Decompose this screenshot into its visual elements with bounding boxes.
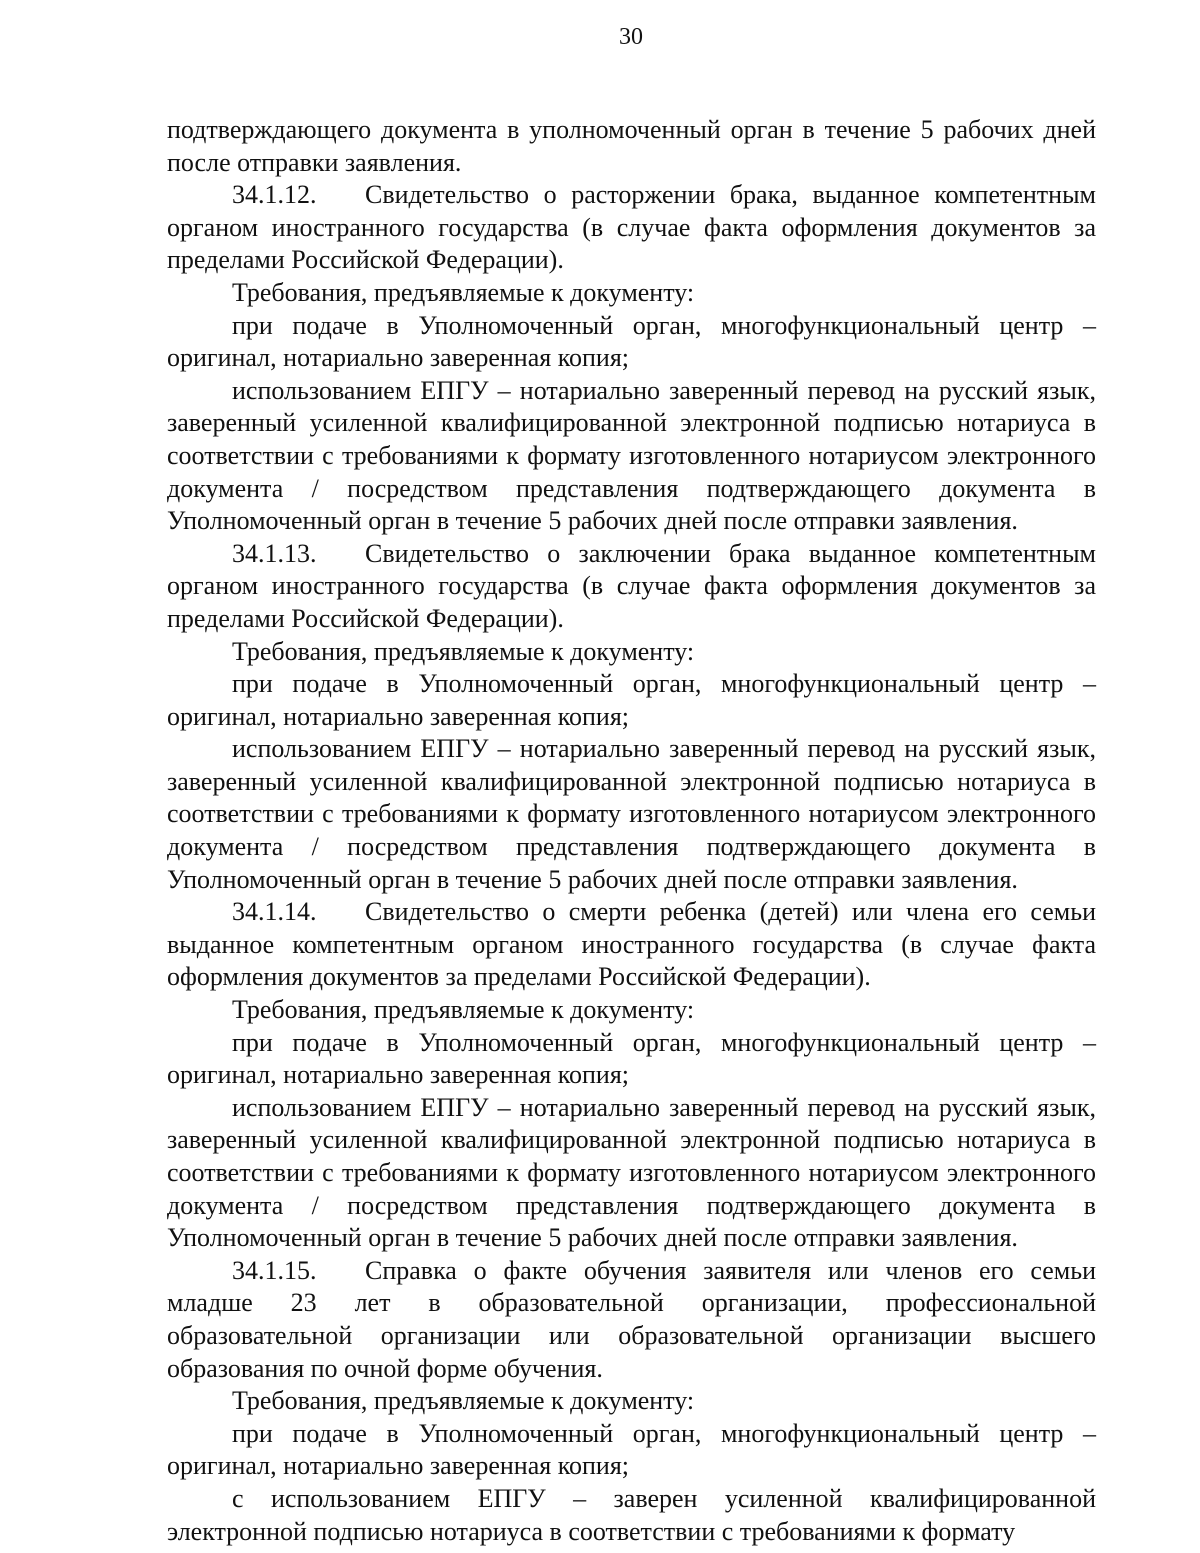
section-number: 34.1.13. — [232, 538, 317, 568]
paragraph-text: при подаче в Уполномоченный орган, многофункциональный центр – оригинал, нотариально заверенная копия; — [167, 1027, 1096, 1090]
section-paragraph — [167, 896, 1096, 994]
section-text: Справка о факте обучения заявителя или членов его семьи младше 23 лет в образовательной организации, профессиональной образовательной организации или образовательной организации высшего образования по очной форме обучения. — [167, 1255, 1096, 1383]
paragraph-text: использованием ЕПГУ – нотариально заверенный перевод на русский язык, заверенный усиленной квалифицированной электронной подписью нотариуса в соответствии с требованиями к формату изготовленного нотариусом электронного документа / посредством представления подтверждающего документа в Уполномоченный орган в течение 5 рабочих дней после отправки заявления. — [167, 734, 1096, 894]
paragraph-text: использованием ЕПГУ – нотариально заверенный перевод на русский язык, заверенный усиленной квалифицированной электронной подписью нотариуса в соответствии с требованиями к формату изготовленного нотариусом электронного документа / посредством представления подтверждающего документа в Уполномоченный орган в течение 5 рабочих дней после отправки заявления. — [167, 375, 1096, 536]
section-number: 34.1.15. — [232, 1255, 317, 1285]
paragraph — [167, 1027, 1096, 1092]
document-body — [167, 114, 1096, 1548]
paragraph-text: Требования, предъявляемые к документу: — [232, 995, 695, 1025]
paragraph — [167, 1092, 1096, 1255]
paragraph-text: при подаче в Уполномоченный орган, многофункциональный центр – оригинал, нотариально заверенная копия; — [167, 669, 1096, 731]
section-paragraph — [167, 1255, 1096, 1385]
section-text: Свидетельство о смерти ребенка (детей) или члена его семьи выданное компетентным органом иностранного государства (в случае факта оформления документов за пределами Российской Федерации). — [167, 897, 1096, 992]
paragraph — [167, 310, 1096, 375]
section-paragraph — [167, 538, 1096, 636]
paragraph — [167, 1418, 1096, 1483]
paragraph — [167, 994, 1096, 1027]
paragraph-text: при подаче в Уполномоченный орган, многофункциональный центр – оригинал, нотариально заверенная копия; — [167, 1418, 1096, 1481]
section-number: 34.1.14. — [232, 897, 317, 927]
paragraph-text: с использованием ЕПГУ – заверен усиленной квалифицированной электронной подписью нотариуса в соответствии с требованиями к формату — [167, 1483, 1096, 1546]
section-text: Свидетельство о расторжении брака, выданное компетентным органом иностранного государства (в случае факта оформления документов за пределами Российской Федерации). — [167, 180, 1096, 275]
paragraph — [167, 277, 1096, 310]
paragraph — [167, 375, 1096, 538]
paragraph — [167, 733, 1096, 896]
section-paragraph — [167, 179, 1096, 277]
paragraph-text: Требования, предъявляемые к документу: — [232, 636, 695, 666]
paragraph-text: Требования, предъявляемые к документу: — [232, 1386, 695, 1416]
paragraph — [167, 636, 1096, 669]
section-number: 34.1.12. — [232, 180, 317, 210]
paragraph — [167, 114, 1096, 179]
paragraph — [167, 668, 1096, 733]
paragraph — [167, 1483, 1096, 1548]
paragraph-text: при подаче в Уполномоченный орган, многофункциональный центр – оригинал, нотариально заверенная копия; — [167, 310, 1096, 373]
paragraph-text: использованием ЕПГУ – нотариально заверенный перевод на русский язык, заверенный усиленной квалифицированной электронной подписью нотариуса в соответствии с требованиями к формату изготовленного нотариусом электронного документа / посредством представления подтверждающего документа в Уполномоченный орган в течение 5 рабочих дней после отправки заявления. — [167, 1092, 1096, 1253]
paragraph-text: подтверждающего документа в уполномоченный орган в течение 5 рабочих дней после отправки заявления. — [167, 115, 1096, 177]
paragraph-text: Требования, предъявляемые к документу: — [232, 277, 695, 307]
section-text: Свидетельство о заключении брака выданное компетентным органом иностранного государства (в случае факта оформления документов за пределами Российской Федерации). — [167, 538, 1096, 633]
page-number: 30 — [619, 24, 643, 50]
paragraph — [167, 1385, 1096, 1418]
